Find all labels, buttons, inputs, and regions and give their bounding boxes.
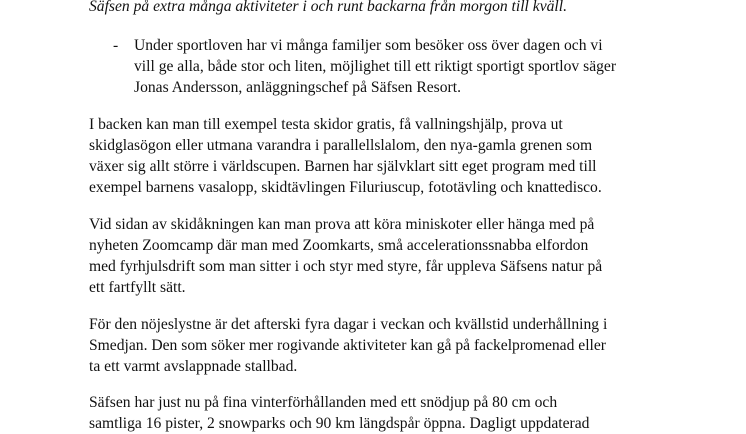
quote-line-1: Under sportloven har vi många familjer som besöker oss över dagen och vi — [134, 37, 603, 54]
paragraph-line: ta ett varmt avslappnade stallbad. — [89, 358, 298, 375]
paragraph-line: med fyrhjulsdrift som man sitter i och styr med styre, får uppleva Säfsens natur på — [89, 258, 603, 275]
paragraph-line: samtliga 16 pister, 2 snowparks och 90 km längdspår öppna. Dagligt uppdaterad — [89, 415, 590, 432]
paragraph-line: ett fartfyllt sätt. — [89, 279, 186, 296]
paragraph-line: För den nöjeslystne är det afterski fyra dagar i veckan och kvällstid underhållning i — [89, 316, 608, 333]
paragraph-line: växer sig allt större i världscupen. Barnen har självklart sitt eget program med till — [89, 158, 597, 175]
intro-italic-line: Säfsen på extra många aktiviteter i och runt backarna från morgon till kväll. — [89, 0, 567, 15]
paragraph-line: skidglasögon eller utmana varandra i parallellslalom, den nya-gamla grenen som — [89, 137, 593, 154]
paragraph-line: I backen kan man till exempel testa skidor gratis, få vallningshjälp, prova ut — [89, 116, 563, 133]
paragraph-line: Smedjan. Den som söker mer rogivande aktiviteter kan gå på fackelpromenad eller — [89, 337, 606, 354]
quote-line-3: Jonas Andersson, anläggningschef på Säfsen Resort. — [134, 79, 461, 96]
paragraph-line: Vid sidan av skidåkningen kan man prova att köra miniskoter eller hänga med på — [89, 216, 595, 233]
quote-line-2: vill ge alla, både stor och liten, möjlighet till ett riktigt sportigt sportlov säger — [134, 58, 617, 75]
quote-dash: - — [113, 37, 119, 54]
paragraph-line: Säfsen har just nu på fina vinterförhållanden med ett snödjup på 80 cm och — [89, 394, 558, 411]
paragraph-line: nyheten Zoomcamp där man med Zoomkarts, små accelerationssnabba elfordon — [89, 237, 589, 254]
paragraph-line: exempel barnens vasalopp, skidtävlingen Filuriuscup, fototävling och knattedisco. — [89, 179, 602, 196]
